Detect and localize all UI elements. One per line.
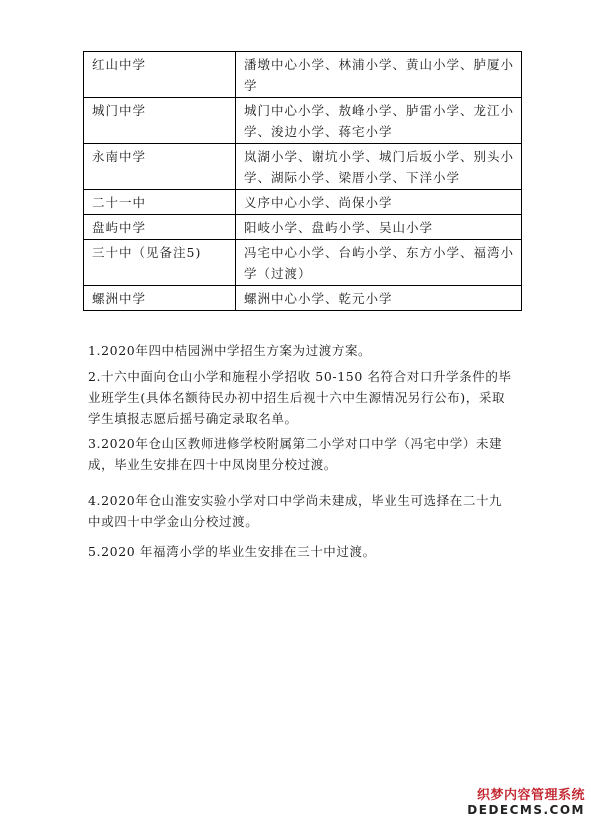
note-1: 1.2020年四中桔园洲中学招生方案为过渡方案。 bbox=[88, 343, 372, 358]
note-2: 2.十六中面向仓山小学和施程小学招收 50-150 名符合对口升学条件的毕业班学生(具体名额待民办初中招生后视十六中生源情况另行公布)，采取学生填报志愿后摇号确定录取名单。 bbox=[88, 369, 512, 426]
feeder-schools-cell: 岚湖小学、谢坑小学、城门后坂小学、别头小学、湖际小学、梁厝小学、下洋小学 bbox=[236, 144, 522, 190]
table-row bbox=[84, 52, 522, 98]
middle-school-cell: 盘屿中学 bbox=[84, 215, 236, 240]
table-row bbox=[84, 215, 522, 240]
middle-school-cell: 螺洲中学 bbox=[84, 286, 236, 311]
table-row bbox=[84, 144, 522, 190]
table-row bbox=[84, 190, 522, 215]
feeder-schools-cell: 冯宅中心小学、台屿小学、东方小学、福湾小学（过渡） bbox=[236, 240, 522, 286]
middle-school-cell: 红山中学 bbox=[84, 52, 236, 98]
watermark-url: DEDECMS.COM bbox=[467, 803, 585, 817]
middle-school-cell: 三十中（见备注5) bbox=[84, 240, 236, 286]
watermark bbox=[467, 784, 585, 817]
feeder-schools-cell: 潘墩中心小学、林浦小学、黄山小学、胪厦小学 bbox=[236, 52, 522, 98]
feeder-schools-cell: 城门中心小学、敖峰小学、胪雷小学、龙江小学、浚边小学、蒋宅小学 bbox=[236, 98, 522, 144]
table-row bbox=[84, 286, 522, 311]
feeder-schools-cell: 阳岐小学、盘屿小学、吴山小学 bbox=[236, 215, 522, 240]
feeder-schools-cell: 螺洲中心小学、乾元小学 bbox=[236, 286, 522, 311]
middle-school-cell: 城门中学 bbox=[84, 98, 236, 144]
note-3: 3.2020年仓山区教师进修学校附属第二小学对口中学（冯宅中学）未建成，毕业生安排在四十中凤岗里分校过渡。 bbox=[88, 436, 503, 472]
middle-school-cell: 二十一中 bbox=[84, 190, 236, 215]
note-4: 4.2020年仓山淮安实验小学对口中学尚未建成，毕业生可选择在二十九中或四十中学金山分校过渡。 bbox=[88, 493, 503, 529]
school-assignment-table bbox=[83, 51, 522, 311]
watermark-title: 织梦内容管理系统 bbox=[476, 788, 585, 803]
table-row bbox=[84, 240, 522, 286]
note-5: 5.2020 年福湾小学的毕业生安排在三十中过渡。 bbox=[88, 544, 376, 559]
feeder-schools-cell: 义序中心小学、尚保小学 bbox=[236, 190, 522, 215]
middle-school-cell: 永南中学 bbox=[84, 144, 236, 190]
table-row bbox=[84, 98, 522, 144]
